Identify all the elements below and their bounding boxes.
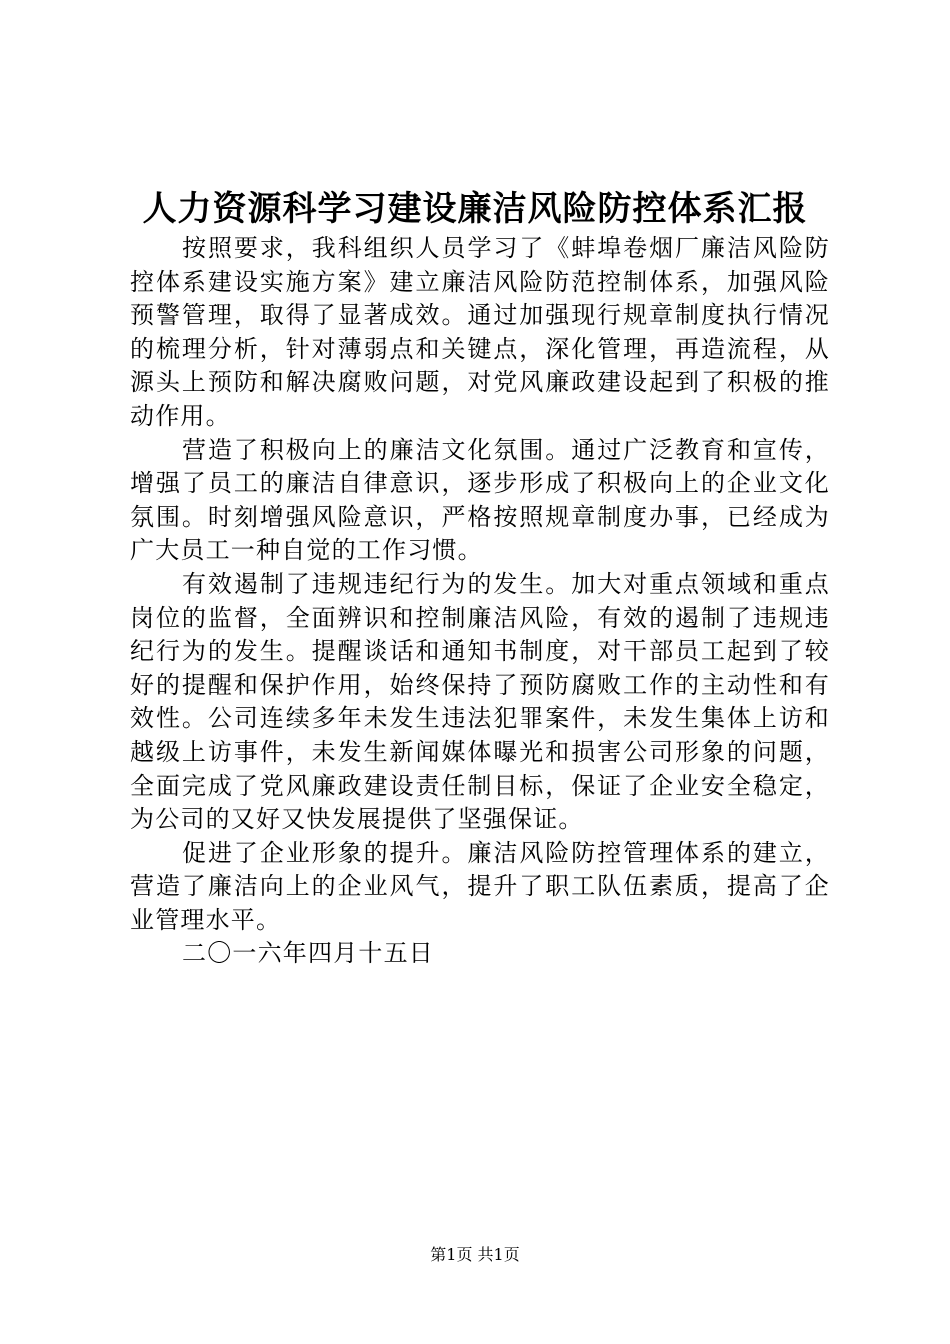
document-title: 人力资源科学习建设廉洁风险防控体系汇报 [142, 189, 808, 229]
document-date: 二〇一六年四月十五日 [182, 939, 434, 968]
document-body [130, 232, 830, 971]
paragraph-image: 促进了企业形象的提升。廉洁风险防控管理体系的建立，营造了廉洁向上的企业风气，提升了职工队伍素质，提高了企业管理水平。 [130, 838, 830, 934]
paragraph-culture: 营造了积极向上的廉洁文化氛围。通过广泛教育和宣传，增强了员工的廉洁自律意识，逐步形成了积极向上的企业文化氛围。时刻增强风险意识，严格按照规章制度办事，已经成为广大员工一种自觉的工作习惯。 [130, 435, 830, 565]
paragraph-intro: 按照要求，我科组织人员学习了《蚌埠卷烟厂廉洁风险防控体系建设实施方案》建立廉洁风险防范控制体系，加强风险预警管理，取得了显著成效。通过加强现行规章制度执行情况的梳理分析，针对薄弱点和关键点，深化管理，再造流程，从源头上预防和解决腐败问题，对党风廉政建设起到了积极的推动作用。 [130, 234, 830, 430]
paragraph-violations: 有效遏制了违规违纪行为的发生。加大对重点领域和重点岗位的监督，全面辨识和控制廉洁风险，有效的遏制了违规违纪行为的发生。提醒谈话和通知书制度，对干部员工起到了较好的提醒和保护作用，始终保持了预防腐败工作的主动性和有效性。公司连续多年未发生违法犯罪案件，未发生集体上访和越级上访事件，未发生新闻媒体曝光和损害公司形象的问题，全面完成了党风廉政建设责任制目标，保证了企业安全稳定，为公司的又好又快发展提供了坚强保证。 [130, 569, 830, 834]
page-footer: 第1页 共1页 [430, 1245, 520, 1264]
